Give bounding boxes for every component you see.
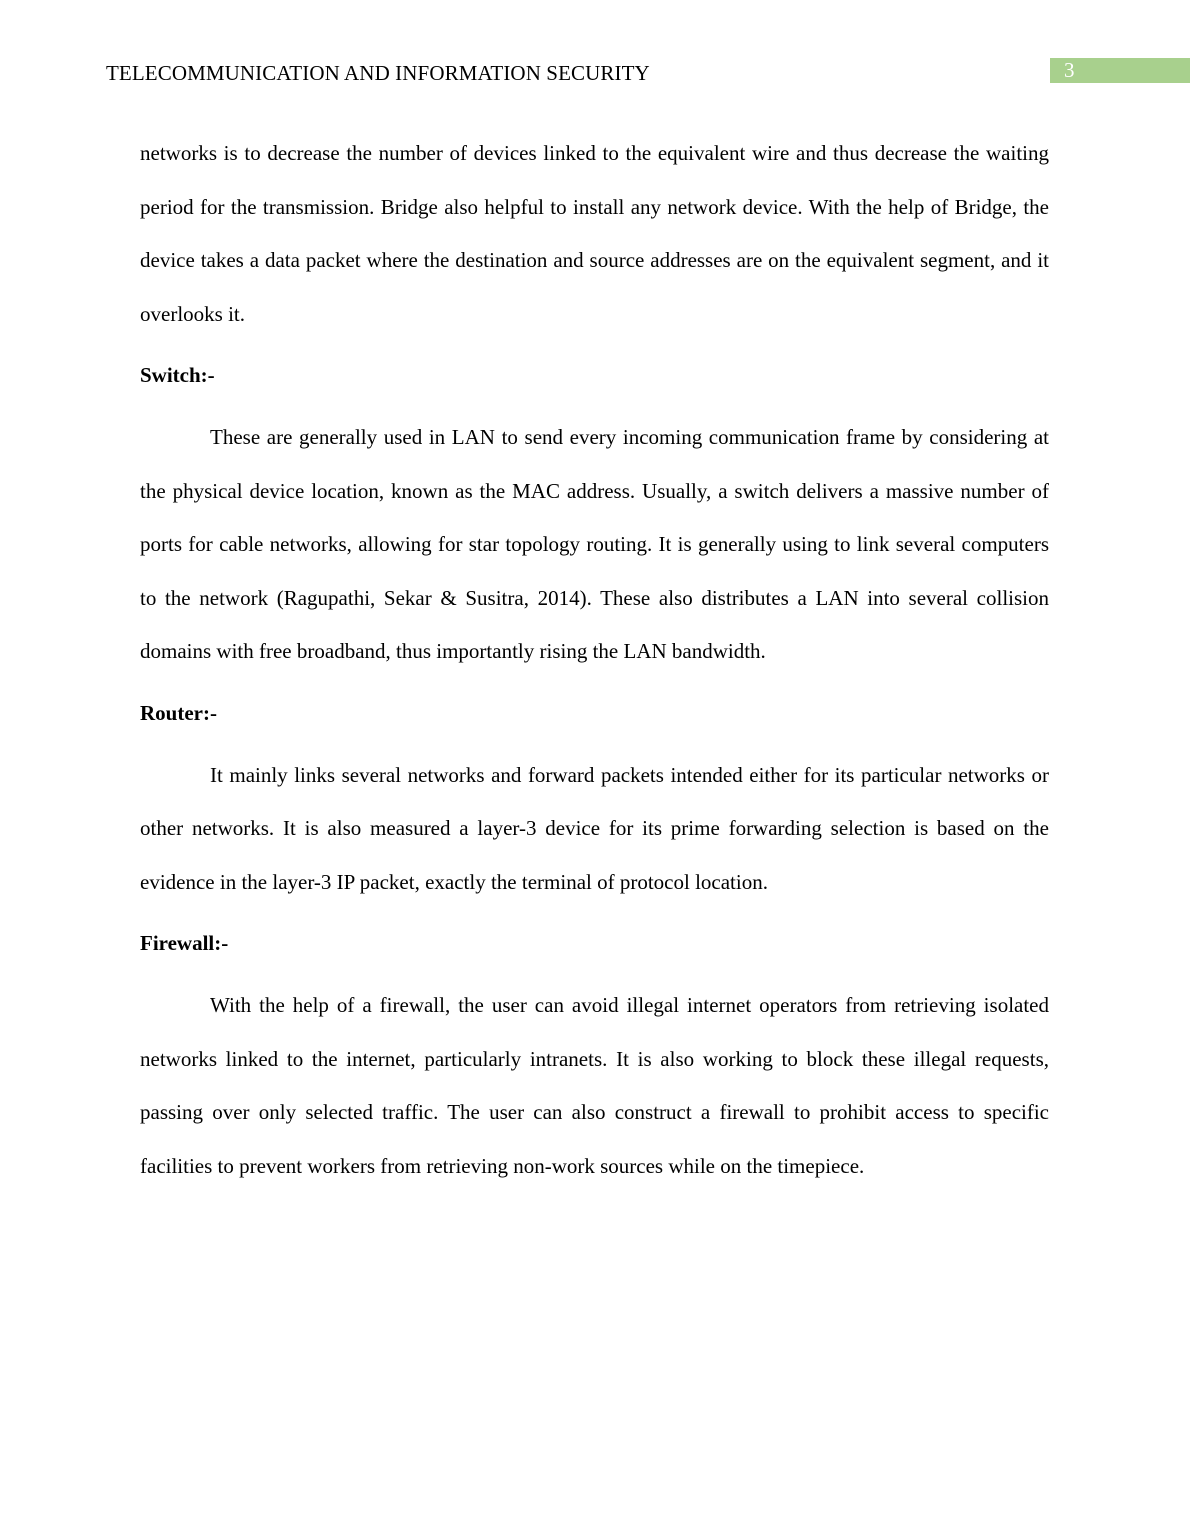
section-paragraph-router: It mainly links several networks and forward packets intended either for its particular networks or other networks. It is also measured a layer-3 device for its prime forwarding selection is based on the evidence in the layer-3 IP packet, exactly the terminal of protocol location. [140,762,1049,894]
section-heading-switch: Switch:- [140,363,215,388]
page-number: 3 [1064,58,1075,82]
page-number-bar [1050,58,1190,83]
running-head: TELECOMMUNICATION AND INFORMATION SECURITY [106,61,650,85]
intro-paragraph: networks is to decrease the number of devices linked to the equivalent wire and thus decrease the waiting period for the transmission. Bridge also helpful to install any network device. With the help of Bridge, the device takes a data packet where the destination and source addresses are on the equivalent segment, and it overlooks it. [140,141,1049,326]
section-heading-firewall: Firewall:- [140,931,229,956]
section-paragraph-switch: These are generally used in LAN to send every incoming communication frame by considering at the physical device location, known as the MAC address. Usually, a switch delivers a massive number of ports for cable networks, allowing for star topology routing. It is generally using to link several computers to the network (Ragupathi, Sekar & Susitra, 2014). These also distributes a LAN into several collision domains with free broadband, thus importantly rising the LAN bandwidth. [140,424,1049,664]
section-heading-router: Router:- [140,700,217,725]
section-paragraph-firewall: With the help of a firewall, the user can avoid illegal internet operators from retrieving isolated networks linked to the internet, particularly intranets. It is also working to block these illegal requests, passing over only selected traffic. The user can also construct a firewall to prohibit access to specific facilities to prevent workers from retrieving non-work sources while on the timepiece. [140,992,1049,1178]
document-body [140,127,1049,1193]
